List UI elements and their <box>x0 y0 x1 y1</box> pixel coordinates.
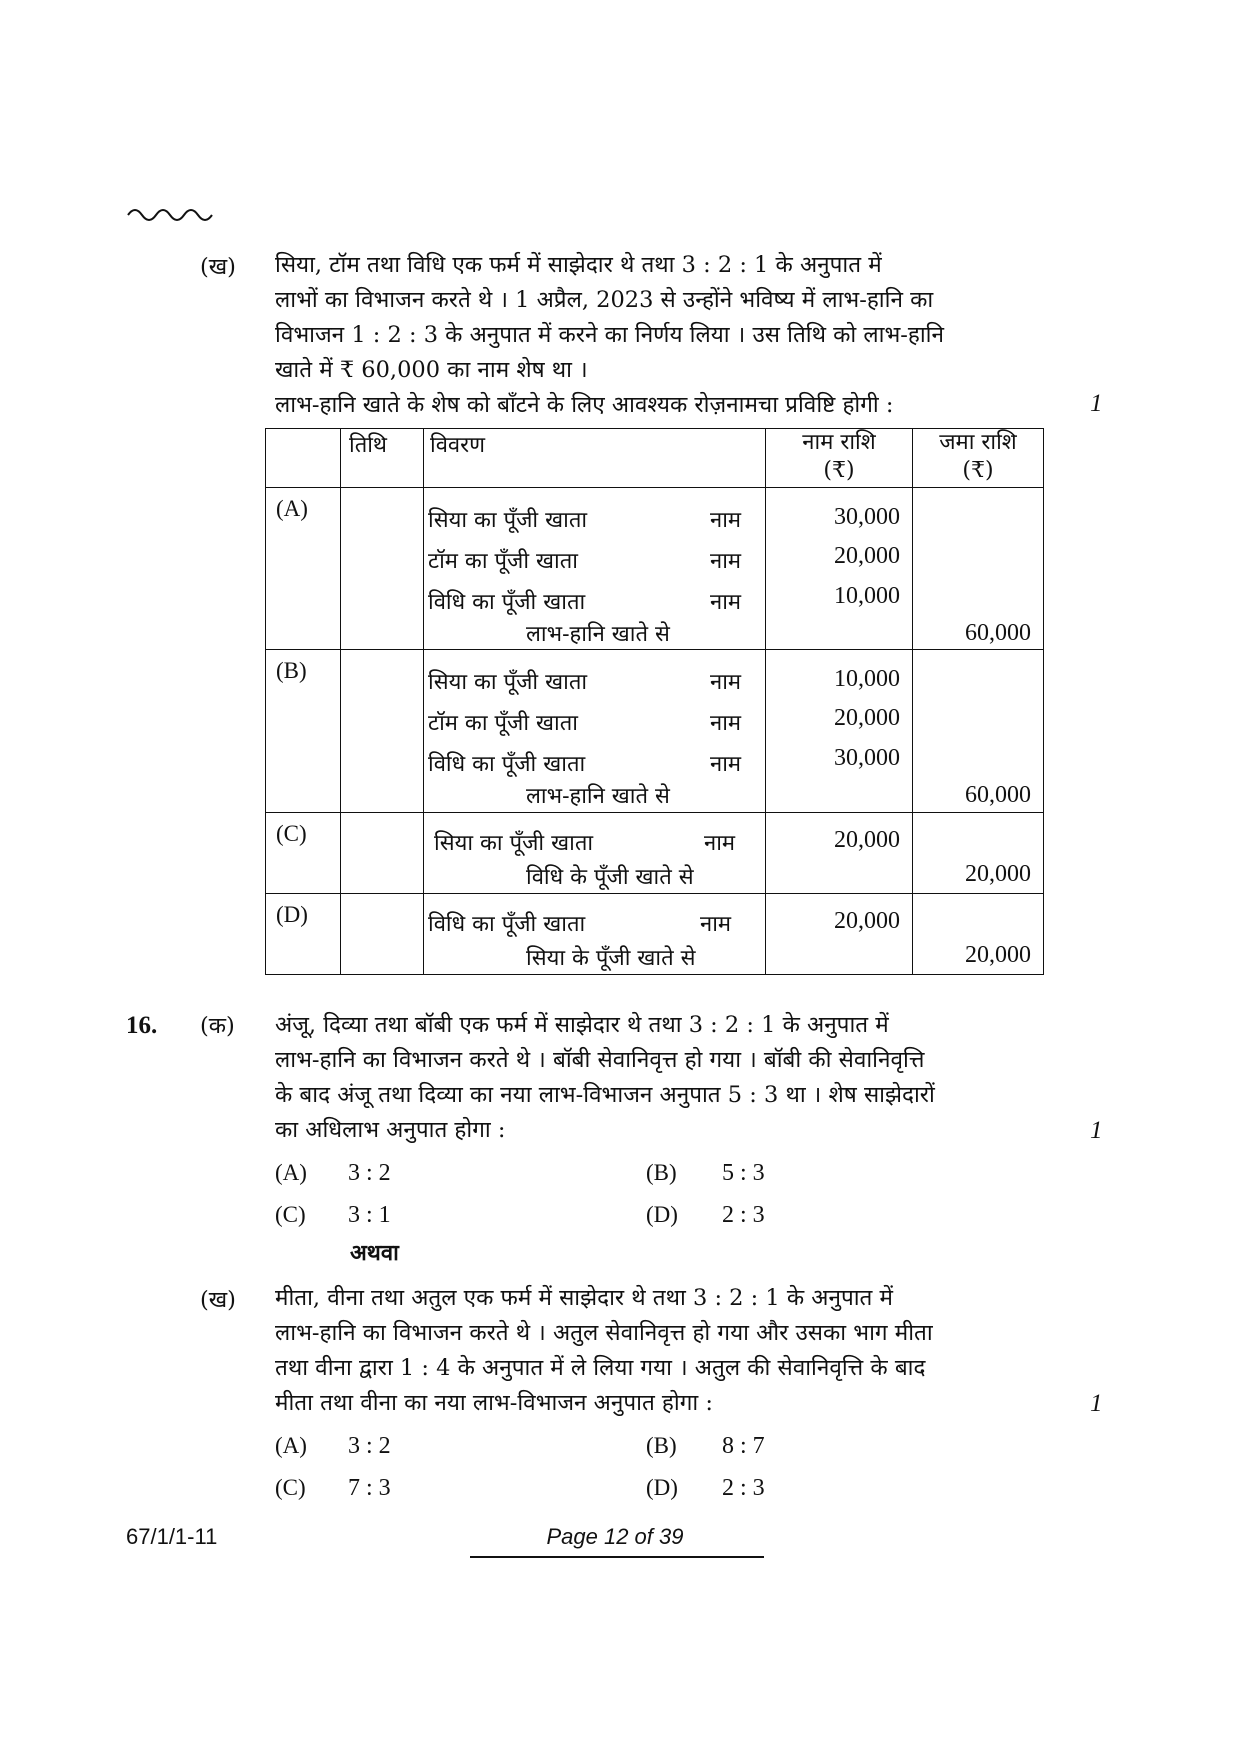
q16a-line: का अधिलाभ अनुपात होगा : <box>275 1117 506 1143</box>
date-cell <box>341 488 424 650</box>
table-row <box>266 813 1044 894</box>
credit-cell: 20,000 <box>913 894 1044 975</box>
credit-cell: 60,000 <box>913 650 1044 813</box>
q16a-text <box>275 1008 1045 1148</box>
q16b-option-d-value: 2 : 3 <box>722 1475 765 1501</box>
q16b-line: मीता, वीना तथा अतुल एक फर्म में साझेदार थे तथा 3 : 2 : 1 के अनुपात में <box>275 1285 893 1311</box>
q15b-line: खाते में ₹ 60,000 का नाम शेष था । <box>275 357 588 383</box>
q16b-line: मीता तथा वीना का नया लाभ-विभाजन अनुपात होगा : <box>275 1390 713 1416</box>
q15b-text <box>275 248 1045 423</box>
debit-cell: 20,000 <box>766 813 913 894</box>
debit-cell: 10,000 20,000 30,000 <box>766 650 913 813</box>
footer-underline <box>470 1556 764 1558</box>
table-row <box>266 488 1044 650</box>
q16b-label: (ख) <box>200 1287 236 1313</box>
q15b-line: लाभों का विभाजन करते थे । 1 अप्रैल, 2023 से उन्होंने भविष्य में लाभ-हानि का <box>275 287 934 313</box>
row-label: (D) <box>266 894 341 975</box>
q16b-option-b-value: 8 : 7 <box>722 1433 765 1459</box>
credit-cell: 20,000 <box>913 813 1044 894</box>
q16a-line: के बाद अंजू तथा दिव्या का नया लाभ-विभाजन अनुपात 5 : 3 था । शेष साझेदारों <box>275 1082 935 1108</box>
q15b-marks: 1 <box>1090 390 1103 417</box>
q16b-marks: 1 <box>1090 1390 1103 1417</box>
journal-table <box>265 428 1044 975</box>
q16b-option-b: (B) <box>646 1433 677 1458</box>
table-row <box>266 894 1044 975</box>
q16a-option-d: (D) <box>646 1202 678 1227</box>
particulars-cell: सिया का पूँजी खाता नाम टॉम का पूँजी खाता नाम विधि का पूँजी खाता नाम लाभ-हानि खाते से <box>424 650 766 813</box>
q16a-option-c: (C) <box>275 1202 306 1227</box>
q16a-option-b: (B) <box>646 1160 677 1185</box>
row-label: (B) <box>266 650 341 813</box>
q16b-option-a-value: 3 : 2 <box>348 1433 391 1459</box>
q16a-option-b-value: 5 : 3 <box>722 1160 765 1186</box>
header-particulars: विवरण <box>424 429 766 488</box>
header-date: तिथि <box>341 429 424 488</box>
or-separator: अथवा <box>350 1240 399 1266</box>
row-label: (A) <box>266 488 341 650</box>
date-cell <box>341 813 424 894</box>
particulars-cell: सिया का पूँजी खाता नाम विधि के पूँजी खाते से <box>424 813 766 894</box>
header-credit: जमा राशि (₹) <box>913 429 1044 488</box>
q16a-option-d-value: 2 : 3 <box>722 1202 765 1228</box>
table-header-row <box>266 429 1044 488</box>
q15b-line: विभाजन 1 : 2 : 3 के अनुपात में करने का निर्णय लिया । उस तिथि को लाभ-हानि <box>275 322 944 348</box>
debit-cell: 20,000 <box>766 894 913 975</box>
particulars-cell: विधि का पूँजी खाता नाम सिया के पूँजी खाते से <box>424 894 766 975</box>
header-debit: नाम राशि (₹) <box>766 429 913 488</box>
q16b-option-c: (C) <box>275 1475 306 1500</box>
q16b-text <box>275 1281 1045 1421</box>
q16a-marks: 1 <box>1090 1117 1103 1144</box>
table-row <box>266 650 1044 813</box>
q16-number: 16. <box>126 1012 158 1039</box>
paper-code: 67/1/1-11 <box>126 1524 218 1549</box>
q16a-option-a: (A) <box>275 1160 307 1185</box>
page-number: Page 12 of 39 <box>546 1524 684 1549</box>
date-cell <box>341 650 424 813</box>
header-label-cell <box>266 429 341 488</box>
q16b-option-a: (A) <box>275 1433 307 1458</box>
q16a-label: (क) <box>200 1013 235 1039</box>
credit-cell: 60,000 <box>913 488 1044 650</box>
debit-cell: 30,000 20,000 10,000 <box>766 488 913 650</box>
q16b-option-c-value: 7 : 3 <box>348 1475 391 1501</box>
q15b-line: सिया, टॉम तथा विधि एक फर्म में साझेदार थे तथा 3 : 2 : 1 के अनुपात में <box>275 252 882 278</box>
q16b-line: लाभ-हानि का विभाजन करते थे । अतुल सेवानिवृत्त हो गया और उसका भाग मीता <box>275 1320 933 1346</box>
q16b-line: तथा वीना द्वारा 1 : 4 के अनुपात में ले लिया गया । अतुल की सेवानिवृत्ति के बाद <box>275 1355 926 1381</box>
q16b-option-d: (D) <box>646 1475 678 1500</box>
date-cell <box>341 894 424 975</box>
row-label: (C) <box>266 813 341 894</box>
q16a-option-a-value: 3 : 2 <box>348 1160 391 1186</box>
q15b-label: (ख) <box>200 254 236 280</box>
q15b-question: लाभ-हानि खाते के शेष को बाँटने के लिए आवश्यक रोज़नामचा प्रविष्टि होगी : <box>275 392 894 418</box>
particulars-cell: सिया का पूँजी खाता नाम टॉम का पूँजी खाता नाम विधि का पूँजी खाता नाम लाभ-हानि खाते से <box>424 488 766 650</box>
wavy-continuation-icon <box>126 203 214 223</box>
q16a-line: लाभ-हानि का विभाजन करते थे । बॉबी सेवानिवृत्त हो गया । बॉबी की सेवानिवृत्ति <box>275 1047 925 1073</box>
q16a-option-c-value: 3 : 1 <box>348 1202 391 1228</box>
q16a-line: अंजू, दिव्या तथा बॉबी एक फर्म में साझेदार थे तथा 3 : 2 : 1 के अनुपात में <box>275 1012 889 1038</box>
